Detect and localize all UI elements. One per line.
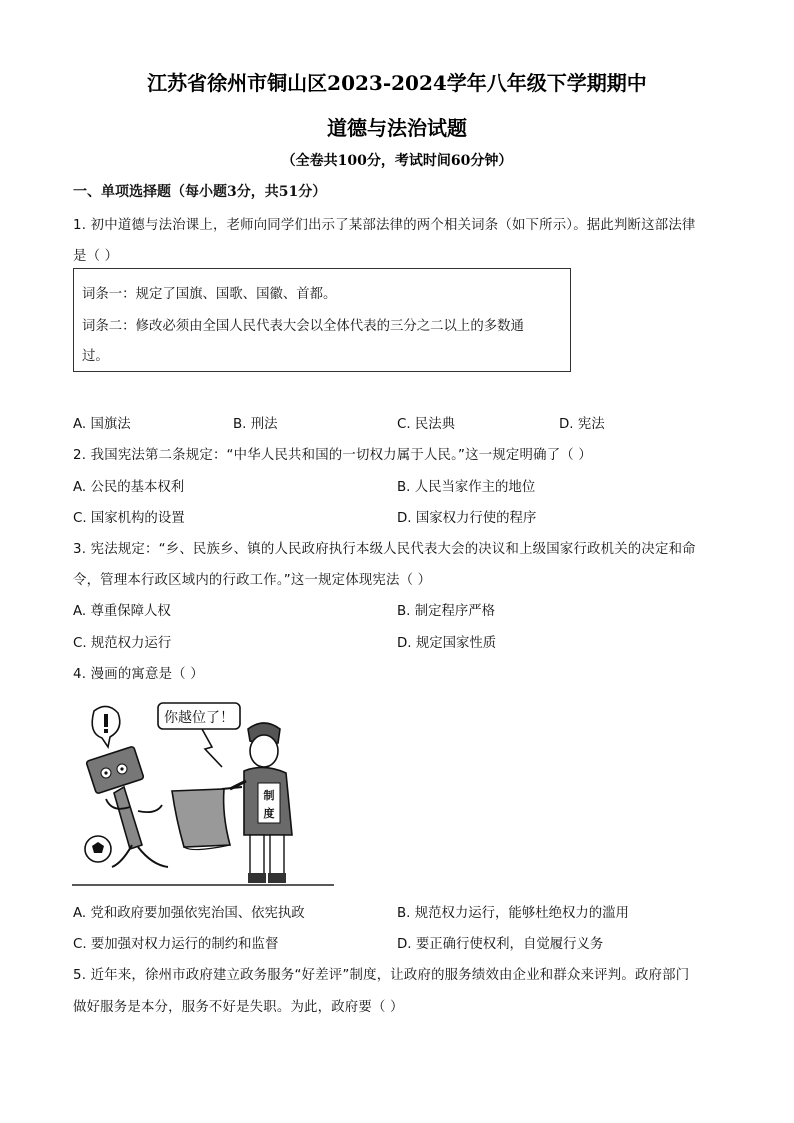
- q3-option-d[interactable]: D. 规定国家性质: [397, 636, 497, 651]
- exclamation-mark-icon: [104, 714, 108, 727]
- q4-option-b[interactable]: B. 规范权力运行，能够杜绝权力的滥用: [397, 906, 629, 921]
- entry-line-2: 词条二：修改必须由全国人民代表大会以全体代表的三分之二以上的多数通: [82, 319, 524, 334]
- question-1-entry-box: [73, 268, 571, 372]
- question-3-stem: 3. 宪法规定：“乡、民族乡、镇的人民政府执行本级人民代表大会的决议和上级国家行政机关的决定和命: [73, 542, 696, 557]
- q2-option-d[interactable]: D. 国家权力行使的程序: [397, 511, 537, 526]
- q1-option-a[interactable]: A. 国旗法: [73, 417, 131, 432]
- q3-option-b[interactable]: B. 制定程序严格: [397, 604, 496, 619]
- question-5-stem-cont: 做好服务是本分，服务不好是失职。为此，政府要（ ）: [73, 1000, 404, 1015]
- question-3-stem-cont: 令，管理本行政区域内的行政工作。”这一规定体现宪法（ ）: [73, 573, 432, 588]
- gavel-handle: [114, 787, 142, 849]
- question-5-stem: 5. 近年来，徐州市政府建立政务服务“好差评”制度，让政府的服务绩效由企业和群众来评判。政府部门: [73, 968, 690, 983]
- section-heading: 一、单项选择题（每小题3分，共51分）: [73, 184, 327, 200]
- q4-option-a[interactable]: A. 党和政府要加强依宪治国、依宪执政: [73, 906, 305, 921]
- question-1-stem: 1. 初中道德与法治课上，老师向同学们出示了某部法律的两个相关词条（如下所示）。据此判断这部法律: [73, 218, 696, 233]
- q4-option-d[interactable]: D. 要正确行使权利，自觉履行义务: [397, 937, 604, 952]
- q2-option-c[interactable]: C. 国家机构的设置: [73, 511, 185, 526]
- speech-text: 你越位了！: [164, 710, 234, 726]
- exam-title: 江苏省徐州市铜山区2023-2024学年八年级下学期期中: [147, 71, 647, 95]
- q1-option-c[interactable]: C. 民法典: [397, 417, 456, 432]
- question-4-stem: 4. 漫画的寓意是（ ）: [73, 667, 204, 682]
- q1-option-b[interactable]: B. 刑法: [233, 417, 278, 432]
- referee-flag: [172, 789, 230, 847]
- referee-label-2: 度: [263, 807, 275, 820]
- referee-head: [250, 735, 278, 767]
- q2-option-a[interactable]: A. 公民的基本权利: [73, 480, 185, 495]
- referee-label-1: 制: [263, 789, 275, 802]
- q3-option-a[interactable]: A. 尊重保障人权: [73, 604, 171, 619]
- gavel-head: [86, 746, 144, 794]
- question-2-stem: 2. 我国宪法第二条规定：“中华人民共和国的一切权力属于人民。”这一规定明确了（ ）: [73, 448, 592, 463]
- exam-info: （全卷共100分，考试时间60分钟）: [281, 153, 513, 169]
- q4-option-c[interactable]: C. 要加强对权力运行的制约和监督: [73, 937, 279, 952]
- q1-option-d[interactable]: D. 宪法: [559, 417, 605, 432]
- entry-line-3: 过。: [82, 349, 109, 364]
- exam-subject-title: 道德与法治试题: [327, 116, 467, 140]
- cartoon-illustration: [72, 695, 334, 888]
- q2-option-b[interactable]: B. 人民当家作主的地位: [397, 480, 536, 495]
- q3-option-c[interactable]: C. 规范权力运行: [73, 636, 172, 651]
- entry-line-1: 词条一：规定了国旗、国歌、国徽、首都。: [82, 287, 337, 302]
- question-1-stem-cont: 是（ ）: [73, 249, 119, 264]
